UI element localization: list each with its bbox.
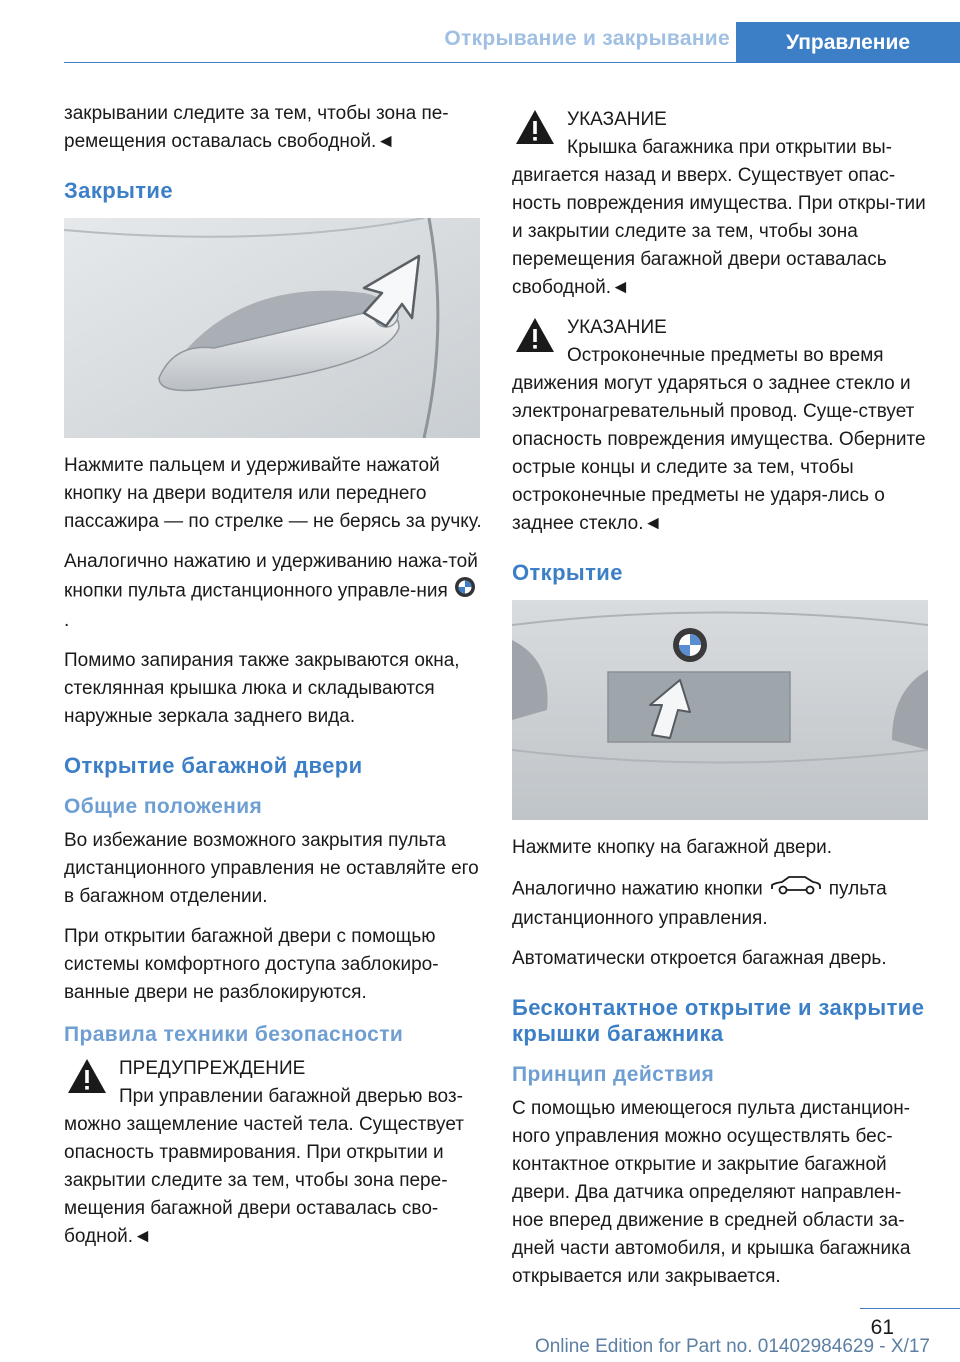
page-number: 61 xyxy=(870,1316,894,1339)
warning-block xyxy=(64,1055,482,1251)
car-trunk-icon xyxy=(769,874,823,905)
heading-general: Общие положения xyxy=(64,795,263,818)
right-column xyxy=(512,100,930,1303)
note-title-2: УКАЗАНИЕ xyxy=(567,317,667,338)
heading-opening: Открытие xyxy=(512,560,623,585)
note-text-2: Остроконечные предметы во время движения могут ударяться о заднее стекло и электронагревательный провод. Суще-ствует опасность повреждения имущества. Оберните острые концы и следите за тем, чтобы остроконечные предметы не ударя-лись о заднее стекло.◄ xyxy=(512,345,926,534)
heading-closing: Закрытие xyxy=(64,178,173,203)
remote-text: Аналогично нажатию и удерживанию нажа-той кнопки пульта дистанционного управле-ния. xyxy=(64,551,478,631)
heading-principle: Принцип действия xyxy=(512,1063,715,1086)
note-block-2 xyxy=(512,314,930,538)
header-chapter-tab: Управление xyxy=(736,22,960,63)
footer-rule xyxy=(860,1308,960,1309)
warning-text: При управлении багажной дверью воз-можно защемление частей тела. Существует опасность травмирования. При открытии и закрытии следите за тем, чтобы зона пере-мещения багажной двери оставалась сво-бодной.◄ xyxy=(64,1086,464,1247)
note-title-1: УКАЗАНИЕ xyxy=(567,109,667,130)
heading-contactless: Бесконтактное открытие и закрытие крышки багажника xyxy=(512,995,925,1046)
windows-text: Помимо запирания также закрываются окна, стеклянная крышка люка и складываются наружные зеркала заднего вида. xyxy=(64,650,460,727)
press-trunk-button-text: Нажмите кнопку на багажной двери. xyxy=(512,837,833,858)
left-column xyxy=(64,100,482,1263)
door-handle-photo xyxy=(64,218,480,438)
heading-trunk-opening: Открытие багажной двери xyxy=(64,753,363,778)
note-block-1 xyxy=(512,106,930,302)
intro-text: закрывании следите за тем, чтобы зона пе-ремещения оставалась свободной.◄ xyxy=(64,103,449,152)
auto-open-text: Автоматически откроется багажная дверь. xyxy=(512,948,887,969)
warning-triangle-icon xyxy=(514,108,556,151)
remote-trunk-text: Аналогично нажатию кнопки пульта дистанционного управления. xyxy=(512,874,930,933)
edition-note: Online Edition for Part no. 01402984629 - X/17 xyxy=(534,1336,930,1357)
avoid-text: Во избежание возможного закрытия пульта дистанционного управления не оставляйте его в багажном отделении. xyxy=(64,830,479,907)
comfort-access-text: При открытии багажной двери с помощью системы комфортного доступа заблокиро-ванные двери не разблокируются. xyxy=(64,926,439,1003)
header-section-title: Открывание и закрывание xyxy=(444,27,730,50)
trunk-photo xyxy=(512,600,928,820)
bmw-logo-icon xyxy=(454,576,476,607)
bmw-logo-icon xyxy=(673,628,707,662)
warning-title: ПРЕДУПРЕЖДЕНИЕ xyxy=(119,1058,306,1079)
heading-safety: Правила техники безопасности xyxy=(64,1023,404,1046)
warning-triangle-icon xyxy=(514,316,556,359)
warning-triangle-icon xyxy=(66,1057,108,1100)
principle-text: С помощью имеющегося пульта дистанцион-ного управления можно осуществлять бес-контактное открытие и закрытие багажной двери. Два датчика определяют направлен-ное вперед движение в средней области за-дней части автомобиля, и крышка багажника открывается или закрывается. xyxy=(512,1098,911,1287)
press-button-text: Нажмите пальцем и удерживайте нажатой кнопку на двери водителя или переднего пассажира — по стрелке — не берясь за ручку. xyxy=(64,455,482,532)
note-text-1: Крышка багажника при открытии вы-двигается назад и вверх. Существует опас-ность повреждения имущества. При откры-тии и закрытии следите за тем, чтобы зона перемещения багажной двери оставалась свободной.◄ xyxy=(512,137,926,298)
